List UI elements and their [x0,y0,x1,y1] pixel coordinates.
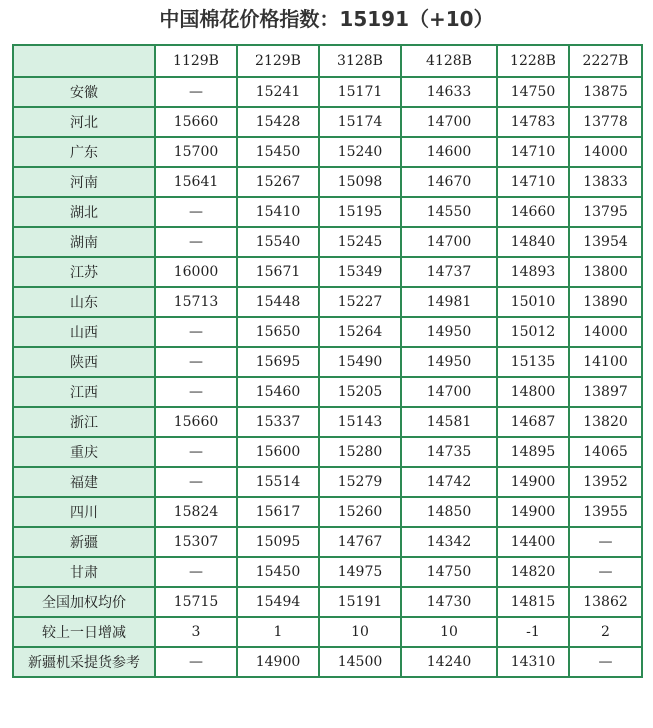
price-cell: 15713 [155,287,237,317]
price-cell: 14700 [401,107,497,137]
price-cell: 14700 [401,377,497,407]
price-cell: — [569,557,642,587]
row-label: 江苏 [13,257,155,287]
price-cell: 14660 [497,197,569,227]
price-cell: 15195 [319,197,401,227]
price-cell: 14840 [497,227,569,257]
price-cell: 14900 [497,467,569,497]
price-cell: 14310 [497,647,569,677]
price-cell: 15671 [237,257,319,287]
price-cell: 14550 [401,197,497,227]
price-cell: 15279 [319,467,401,497]
price-cell: 14240 [401,647,497,677]
price-cell: 13778 [569,107,642,137]
price-cell: — [155,467,237,497]
price-cell: 15660 [155,107,237,137]
row-label: 重庆 [13,437,155,467]
price-cell: 14700 [401,227,497,257]
price-cell: 14342 [401,527,497,557]
price-cell: 13795 [569,197,642,227]
table-row [13,227,642,257]
price-cell: 14581 [401,407,497,437]
price-cell: 15824 [155,497,237,527]
price-cell: 15617 [237,497,319,527]
price-cell: 14750 [401,557,497,587]
price-cell: 15490 [319,347,401,377]
price-cell: 13833 [569,167,642,197]
price-cell: 13897 [569,377,642,407]
price-cell: 15241 [237,77,319,107]
price-cell: 3 [155,617,237,647]
price-cell: 14767 [319,527,401,557]
price-cell: 13952 [569,467,642,497]
price-cell: 15264 [319,317,401,347]
row-label: 陕西 [13,347,155,377]
price-cell: 15540 [237,227,319,257]
price-cell: — [155,377,237,407]
price-cell: 14633 [401,77,497,107]
price-cell: 13954 [569,227,642,257]
table-row [13,437,642,467]
price-cell: 14975 [319,557,401,587]
price-cell: 15227 [319,287,401,317]
price-cell: — [569,527,642,557]
price-cell: 15349 [319,257,401,287]
price-cell: 15641 [155,167,237,197]
price-cell: 15695 [237,347,319,377]
price-cell: 15337 [237,407,319,437]
table-row [13,557,642,587]
price-cell: 14900 [497,497,569,527]
row-label: 广东 [13,137,155,167]
price-cell: — [155,347,237,377]
price-cell: 15245 [319,227,401,257]
price-cell: 14820 [497,557,569,587]
price-cell: 15012 [497,317,569,347]
row-label: 四川 [13,497,155,527]
row-label: 甘肃 [13,557,155,587]
row-label: 湖南 [13,227,155,257]
price-cell: 15448 [237,287,319,317]
price-cell: 15171 [319,77,401,107]
price-cell: 15010 [497,287,569,317]
price-cell: 15450 [237,137,319,167]
price-cell: 15191 [319,587,401,617]
price-table [12,44,643,678]
price-cell: 14400 [497,527,569,557]
price-cell: 13800 [569,257,642,287]
price-cell: 14710 [497,137,569,167]
price-cell: -1 [497,617,569,647]
table-row [13,497,642,527]
column-header: 1129B [155,45,237,77]
table-row [13,407,642,437]
table-row [13,467,642,497]
row-label: 湖北 [13,197,155,227]
price-cell: 14000 [569,137,642,167]
price-cell: 16000 [155,257,237,287]
price-cell: 14742 [401,467,497,497]
price-cell: 14600 [401,137,497,167]
price-cell: 14850 [401,497,497,527]
price-cell: 1 [237,617,319,647]
table-row [13,257,642,287]
price-cell: 15600 [237,437,319,467]
price-cell: 15098 [319,167,401,197]
price-cell: — [155,77,237,107]
price-cell: — [155,557,237,587]
price-cell: 15240 [319,137,401,167]
column-header: 1228B [497,45,569,77]
price-cell: 14950 [401,317,497,347]
price-cell: 15450 [237,557,319,587]
price-cell: — [569,647,642,677]
row-label: 河北 [13,107,155,137]
price-cell: 10 [319,617,401,647]
price-cell: 14950 [401,347,497,377]
price-cell: 15660 [155,407,237,437]
table-row [13,587,642,617]
price-cell: 15514 [237,467,319,497]
table-row [13,317,642,347]
price-cell: 14800 [497,377,569,407]
page-title: 中国棉花价格指数：15191（+10） [159,7,494,31]
table-row [13,107,642,137]
table-header-row [13,45,642,77]
price-cell: 13955 [569,497,642,527]
price-cell: — [155,647,237,677]
price-cell: — [155,197,237,227]
price-cell: 14670 [401,167,497,197]
row-label: 山西 [13,317,155,347]
price-cell: 13875 [569,77,642,107]
price-cell: — [155,317,237,347]
price-cell: 15135 [497,347,569,377]
price-cell: — [155,227,237,257]
row-label: 河南 [13,167,155,197]
price-cell: 14735 [401,437,497,467]
price-cell: 15700 [155,137,237,167]
price-cell: 15280 [319,437,401,467]
price-cell: 15174 [319,107,401,137]
row-label: 较上一日增减 [13,617,155,647]
price-cell: 15410 [237,197,319,227]
price-cell: 15460 [237,377,319,407]
price-cell: 13862 [569,587,642,617]
header-corner-cell [13,45,155,77]
price-cell: 15143 [319,407,401,437]
price-cell: 15715 [155,587,237,617]
table-row [13,287,642,317]
price-cell: 15307 [155,527,237,557]
price-cell: 14687 [497,407,569,437]
table-row [13,347,642,377]
column-header: 3128B [319,45,401,77]
price-cell: 15494 [237,587,319,617]
price-cell: — [155,437,237,467]
column-header: 2227B [569,45,642,77]
price-cell: 14895 [497,437,569,467]
column-header: 4128B [401,45,497,77]
price-cell: 14750 [497,77,569,107]
row-label: 山东 [13,287,155,317]
table-row [13,527,642,557]
row-label: 江西 [13,377,155,407]
price-cell: 14710 [497,167,569,197]
price-cell: 14900 [237,647,319,677]
price-cell: 14815 [497,587,569,617]
price-cell: 14981 [401,287,497,317]
price-cell: 15650 [237,317,319,347]
price-cell: 14893 [497,257,569,287]
price-cell: 14730 [401,587,497,617]
row-label: 全国加权均价 [13,587,155,617]
price-cell: 2 [569,617,642,647]
price-cell: 15428 [237,107,319,137]
table-row [13,377,642,407]
price-cell: 14500 [319,647,401,677]
row-label: 新疆机采提货参考 [13,647,155,677]
table-row [13,617,642,647]
table-row [13,197,642,227]
price-cell: 10 [401,617,497,647]
price-cell: 13820 [569,407,642,437]
price-cell: 13890 [569,287,642,317]
price-cell: 14000 [569,317,642,347]
price-cell: 15260 [319,497,401,527]
row-label: 福建 [13,467,155,497]
row-label: 新疆 [13,527,155,557]
table-row [13,647,642,677]
column-header: 2129B [237,45,319,77]
table-row [13,137,642,167]
price-cell: 14065 [569,437,642,467]
price-cell: 14100 [569,347,642,377]
price-cell: 14783 [497,107,569,137]
row-label: 安徽 [13,77,155,107]
price-cell: 14737 [401,257,497,287]
table-row [13,77,642,107]
price-cell: 15267 [237,167,319,197]
price-cell: 15095 [237,527,319,557]
price-cell: 15205 [319,377,401,407]
table-row [13,167,642,197]
row-label: 浙江 [13,407,155,437]
